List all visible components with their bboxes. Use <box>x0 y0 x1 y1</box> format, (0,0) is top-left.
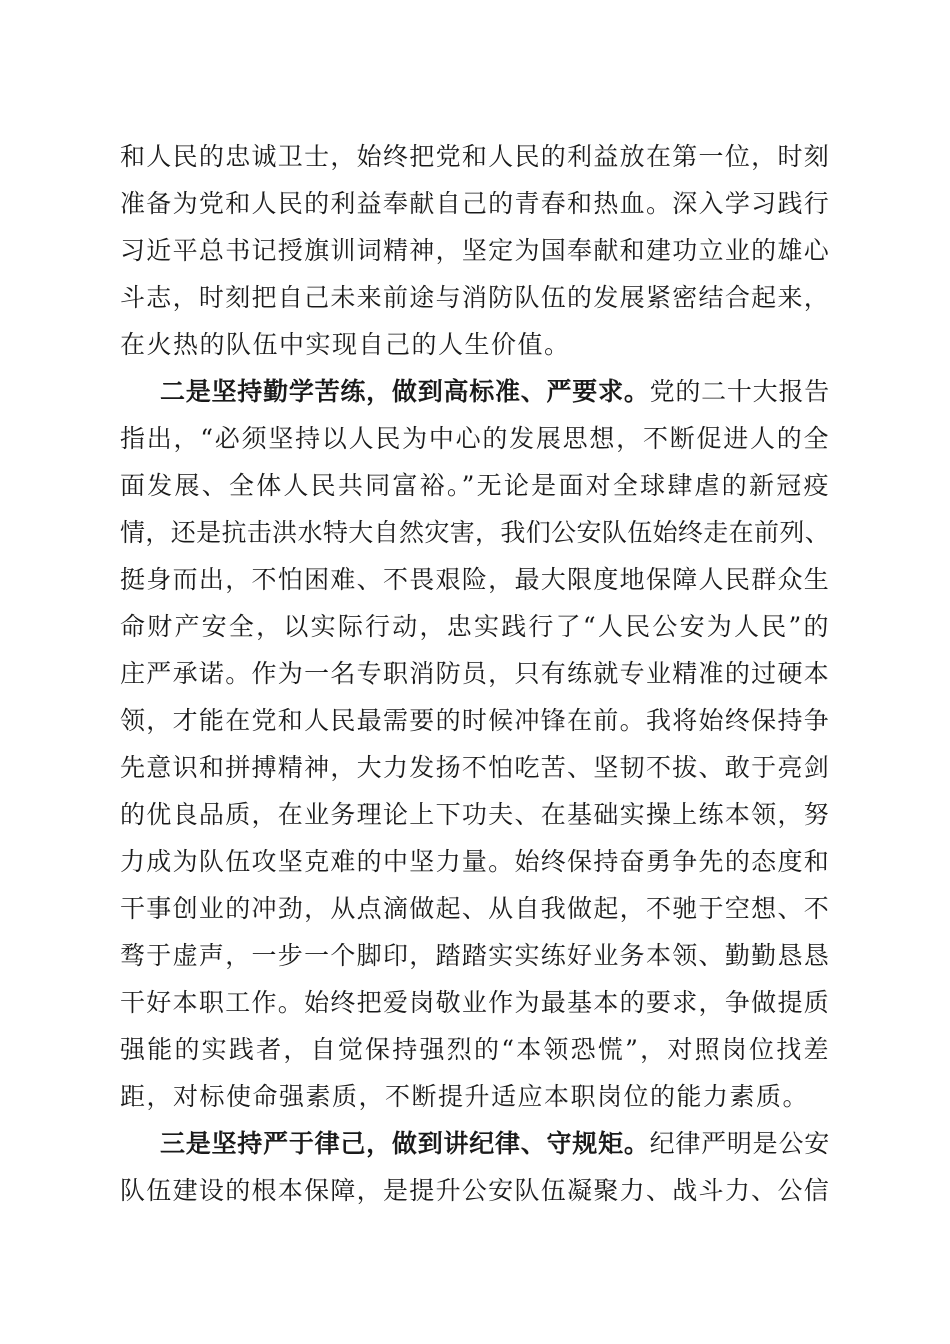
text-line <box>160 1127 830 1161</box>
text-line <box>120 469 830 503</box>
text-line <box>120 657 830 691</box>
paragraph-lead: 二是坚持勤学苦练，做到高标准、严要求。 <box>160 377 650 406</box>
line-text: 干好本职工作。始终把爱岗敬业作为最基本的要求，争做提质 <box>120 988 830 1017</box>
text-line <box>120 610 830 644</box>
text-line <box>120 563 830 597</box>
line-text: 党的二十大报告 <box>649 377 830 406</box>
text-line <box>120 892 830 926</box>
line-text: 面发展、全体人民共同富裕。”无论是面对全球肆虐的新冠疫 <box>120 471 830 500</box>
text-line <box>120 328 830 362</box>
text-line <box>120 1174 830 1208</box>
text-line <box>120 422 830 456</box>
text-line <box>120 845 830 879</box>
line-text: 准备为党和人民的利益奉献自己的青春和热血。深入学习践行 <box>120 189 830 218</box>
text-line <box>120 1080 830 1114</box>
text-line <box>120 986 830 1020</box>
line-text: 在火热的队伍中实现自己的人生价值。 <box>120 330 571 359</box>
line-text: 干事创业的冲劲，从点滴做起、从自我做起，不驰于空想、不 <box>120 894 830 923</box>
line-text: 先意识和拼搏精神，大力发扬不怕吃苦、坚韧不拔、敢于亮剑 <box>120 753 830 782</box>
text-line <box>120 798 830 832</box>
line-text: 距，对标使命强素质，不断提升适应本职岗位的能力素质。 <box>120 1082 810 1111</box>
line-text: 纪律严明是公安 <box>649 1129 830 1158</box>
text-line <box>120 704 830 738</box>
line-text: 的优良品质，在业务理论上下功夫、在基础实操上练本领，努 <box>120 800 830 829</box>
text-line <box>120 751 830 785</box>
text-line <box>120 281 830 315</box>
text-line <box>120 187 830 221</box>
text-line <box>120 516 830 550</box>
paragraph-lead: 三是坚持严于律己，做到讲纪律、守规矩。 <box>160 1129 650 1158</box>
line-text: 领，才能在党和人民最需要的时候冲锋在前。我将始终保持争 <box>120 706 830 735</box>
text-line <box>120 234 830 268</box>
line-text: 庄严承诺。作为一名专职消防员，只有练就专业精准的过硬本 <box>120 659 830 688</box>
line-text: 习近平总书记授旗训词精神，坚定为国奉献和建功立业的雄心 <box>120 236 830 265</box>
line-text: 情，还是抗击洪水特大自然灾害，我们公安队伍始终走在前列、 <box>120 518 830 547</box>
text-line <box>120 1033 830 1067</box>
line-text: 和人民的忠诚卫士，始终把党和人民的利益放在第一位，时刻 <box>120 142 830 171</box>
line-text: 斗志，时刻把自己未来前途与消防队伍的发展紧密结合起来， <box>120 283 830 312</box>
line-text: 命财产安全，以实际行动，忠实践行了“人民公安为人民”的 <box>120 612 830 641</box>
line-text: 强能的实践者，自觉保持强烈的“本领恐慌”，对照岗位找差 <box>120 1035 830 1064</box>
text-line <box>120 140 830 174</box>
line-text: 挺身而出，不怕困难、不畏艰险，最大限度地保障人民群众生 <box>120 565 830 594</box>
text-line <box>160 375 830 409</box>
line-text: 力成为队伍攻坚克难的中坚力量。始终保持奋勇争先的态度和 <box>120 847 830 876</box>
text-line <box>120 939 830 973</box>
line-text: 骛于虚声，一步一个脚印，踏踏实实练好业务本领、勤勤恳恳 <box>120 941 830 970</box>
line-text: 队伍建设的根本保障，是提升公安队伍凝聚力、战斗力、公信 <box>120 1176 830 1205</box>
line-text: 指出，“必须坚持以人民为中心的发展思想，不断促进人的全 <box>120 424 830 453</box>
